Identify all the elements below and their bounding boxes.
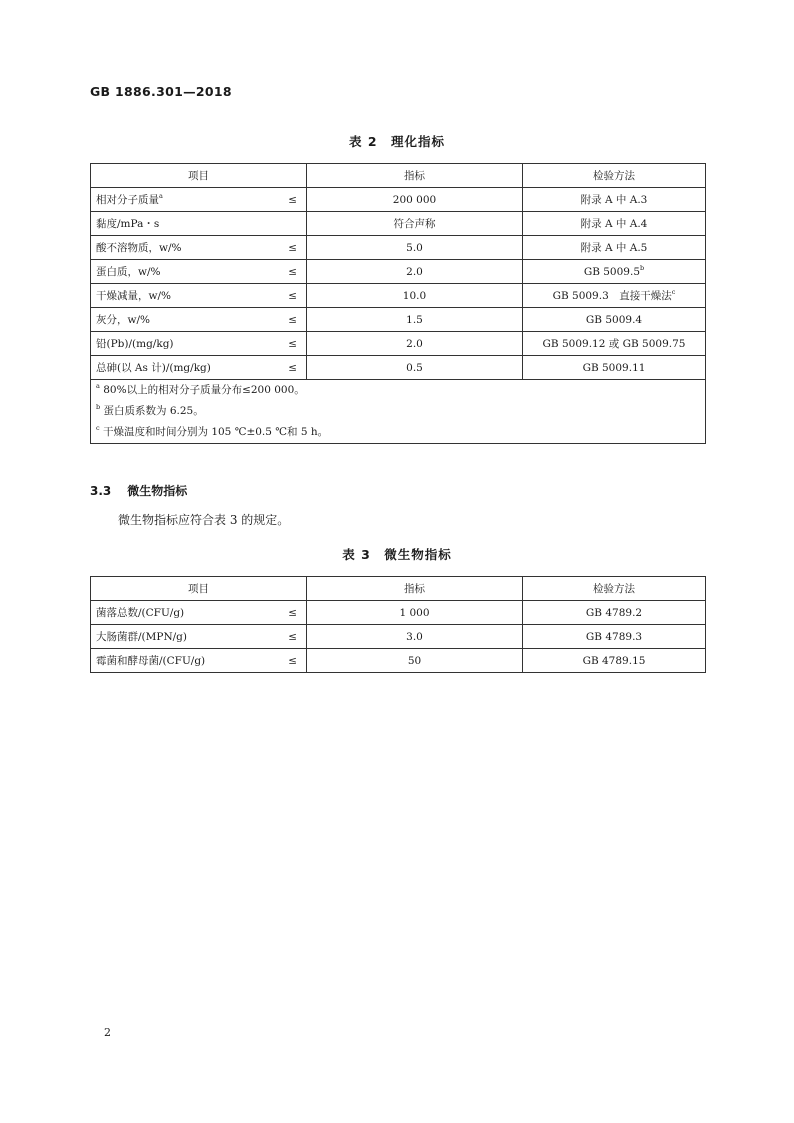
table-row <box>91 260 706 284</box>
item-label: 铅(Pb)/(mg/kg) <box>96 338 174 350</box>
section-paragraph: 微生物指标应符合表 3 的规定。 <box>118 513 290 527</box>
leq-symbol: ≤ <box>288 265 297 278</box>
leq-symbol: ≤ <box>288 630 297 643</box>
footnote-mark: b <box>640 263 645 272</box>
column-header-item: 项目 <box>91 164 307 188</box>
page-number: 2 <box>104 1026 111 1039</box>
item-cell <box>91 601 307 625</box>
table2-title: 表 2 理化指标 <box>348 134 446 149</box>
item-cell <box>91 236 307 260</box>
column-header-value: 指标 <box>307 577 523 601</box>
table-row <box>91 212 706 236</box>
item-label: 大肠菌群/(MPN/g) <box>96 631 187 643</box>
value-cell: 10.0 <box>307 284 523 308</box>
column-header-value: 指标 <box>307 164 523 188</box>
item-cell <box>91 332 307 356</box>
value-cell: 200 000 <box>307 188 523 212</box>
table-row <box>91 308 706 332</box>
table-row <box>91 284 706 308</box>
note-a: $^a$ 80%以上的相对分子质量分布≤200 000。 <box>96 382 305 396</box>
value-cell: 2.0 <box>307 260 523 284</box>
item-cell <box>91 188 307 212</box>
item-cell <box>91 308 307 332</box>
item-cell <box>91 356 307 380</box>
note-b: $^b$ 蛋白质系数为 6.25。 <box>96 403 204 417</box>
value-cell: 0.5 <box>307 356 523 380</box>
method-cell: GB 4789.15 <box>523 649 706 673</box>
method-cell: GB 4789.3 <box>523 625 706 649</box>
section-title: 微生物指标 <box>127 484 188 498</box>
method-cell: 附录 A 中 A.3 <box>523 188 706 212</box>
leq-symbol: ≤ <box>288 606 297 619</box>
item-cell <box>91 649 307 673</box>
table-row <box>91 188 706 212</box>
method-cell: 附录 A 中 A.4 <box>523 212 706 236</box>
value-cell: 1 000 <box>307 601 523 625</box>
method-cell: GB 5009.4 <box>523 308 706 332</box>
standard-number: GB 1886.301—2018 <box>90 84 232 99</box>
item-cell <box>91 260 307 284</box>
leq-symbol: ≤ <box>288 654 297 667</box>
footnote-mark: a <box>159 192 163 200</box>
table3-title: 表 3 微生物指标 <box>342 547 452 562</box>
table-row <box>91 356 706 380</box>
value-cell: 符合声称 <box>307 212 523 236</box>
table2-notes <box>91 380 706 444</box>
section-number: 3.3 <box>90 484 112 498</box>
item-cell <box>91 284 307 308</box>
value-cell: 50 <box>307 649 523 673</box>
table2-header-row <box>91 164 706 188</box>
table2-notes-row <box>91 380 706 444</box>
table-row <box>91 332 706 356</box>
item-label: 菌落总数/(CFU/g) <box>96 607 185 619</box>
table-row <box>91 601 706 625</box>
section-heading <box>90 482 187 499</box>
item-label: 干燥减量，w/% <box>96 290 172 302</box>
method-cell: GB 5009.11 <box>523 356 706 380</box>
value-cell: 2.0 <box>307 332 523 356</box>
footnote-mark: c <box>671 288 676 296</box>
table-row <box>91 649 706 673</box>
item-label: 灰分，w/% <box>96 314 151 326</box>
method-cell: GB 5009.5$^b$ <box>523 260 706 284</box>
leq-symbol: ≤ <box>288 289 297 302</box>
column-header-item: 项目 <box>91 577 307 601</box>
item-cell <box>91 625 307 649</box>
value-cell: 1.5 <box>307 308 523 332</box>
method-cell: 附录 A 中 A.5 <box>523 236 706 260</box>
item-cell <box>91 212 307 236</box>
value-cell: 3.0 <box>307 625 523 649</box>
method-cell: GB 5009.3 直接干燥法$^c$ <box>523 284 706 308</box>
table2-physicochemical <box>90 163 706 444</box>
value-cell: 5.0 <box>307 236 523 260</box>
item-label: 相对分子质量$^a$ <box>96 192 163 206</box>
table3-microbiological <box>90 576 706 673</box>
column-header-method: 检验方法 <box>523 577 706 601</box>
item-label: 霉菌和酵母菌/(CFU/g) <box>96 655 206 667</box>
item-label: 蛋白质，w/% <box>96 266 161 278</box>
table3-header-row <box>91 577 706 601</box>
leq-symbol: ≤ <box>288 361 297 374</box>
leq-symbol: ≤ <box>288 193 297 206</box>
leq-symbol: ≤ <box>288 337 297 350</box>
method-cell: GB 4789.2 <box>523 601 706 625</box>
item-label: 总砷(以 As 计)/(mg/kg) <box>96 362 211 374</box>
note-c: $^c$ 干燥温度和时间分别为 105 ℃±0.5 ℃和 5 h。 <box>96 424 329 438</box>
column-header-method: 检验方法 <box>523 164 706 188</box>
item-label: 酸不溶物质，w/% <box>96 242 182 254</box>
leq-symbol: ≤ <box>288 313 297 326</box>
method-cell: GB 5009.12 或 GB 5009.75 <box>523 332 706 356</box>
item-label: 黏度/mPa・s <box>96 218 160 230</box>
table-row <box>91 625 706 649</box>
leq-symbol: ≤ <box>288 241 297 254</box>
table-row <box>91 236 706 260</box>
